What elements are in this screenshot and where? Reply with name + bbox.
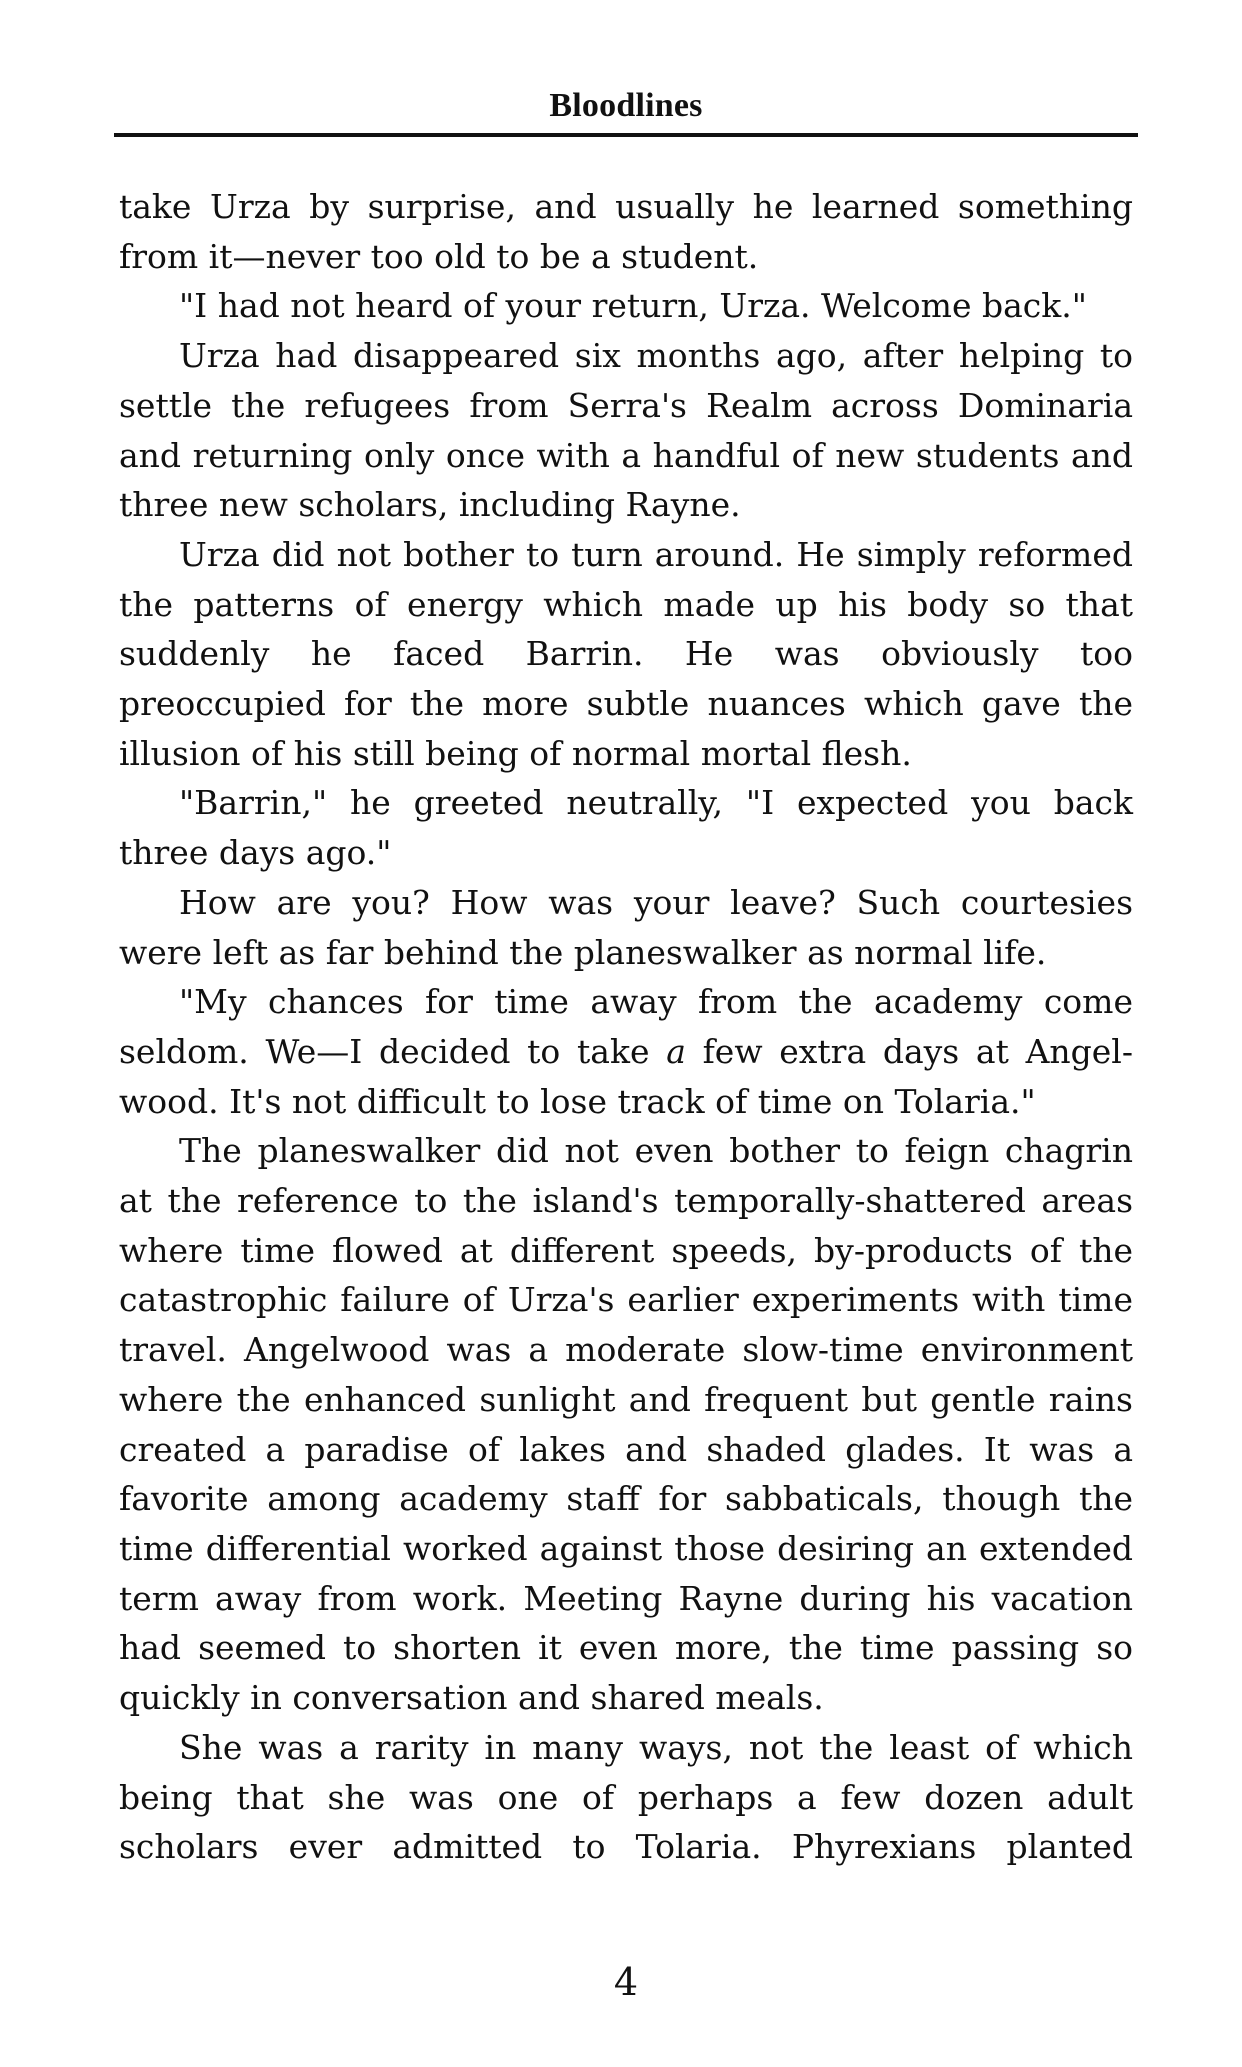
paragraph-6: How are you? How was your leave? Such courtesies were left as far behind the planeswalker as normal life. xyxy=(119,882,1133,972)
paragraph-7-text-before: "My chances for time away from the academy come seldom. We—I decided to take xyxy=(119,982,1133,1071)
paragraph-9: She was a rarity in many ways, not the least of which being that she was one of perhaps a few dozen adult scholars ever admitted to Tolaria. Phyrexians planted xyxy=(119,1727,1133,1867)
paragraph-7 xyxy=(119,977,1133,1126)
paragraph-2: "I had not heard of your return, Urza. Welcome back." xyxy=(179,286,1087,326)
paragraph-4: Urza did not bother to turn around. He simply reformed the patterns of energy which made up his body so that suddenly he faced Barrin. He was obviously too preoccupied for the more subtle nuances which gave the illusion of his still being of normal mortal flesh. xyxy=(119,534,1133,773)
page-number: 4 xyxy=(613,1960,639,2004)
paragraph-1: take Urza by surprise, and usually he learned something from it—never too old to be a student. xyxy=(119,187,1133,276)
paragraph-7-text-after: few extra days at Angel-wood. It's not difficult to lose track of time on Tolaria." xyxy=(119,1031,1134,1121)
running-header-title: Bloodlines xyxy=(549,87,703,124)
body-text xyxy=(119,182,1133,1872)
paragraph-8: The planeswalker did not even bother to feign chagrin at the reference to the island's temporally-shattered areas where time flowed at different speeds, by-products of the catastrophic failure of Urza's earlier experiments with time travel. Angelwood was a moderate slow-time environment where the enhanced sunlight and frequent but gentle rains created a paradise of lakes and shaded glades. It was a favorite among academy staff for sabbaticals, though the time differential worked against those desiring an extended term away from work. Meeting Rayne during his vacation had seemed to shorten it even more, the time passing so quickly in conversation and shared meals. xyxy=(119,1131,1133,1718)
header-rule xyxy=(114,133,1138,137)
paragraph-7-emphasis: a xyxy=(666,1031,686,1071)
paragraph-3: Urza had disappeared six months ago, after helping to settle the refugees from Serra's Realm across Dominaria and returning only once with a handful of new students and three new scholars, including Rayne. xyxy=(119,336,1133,525)
paragraph-5: "Barrin," he greeted neutrally, "I expected you back three days ago." xyxy=(119,783,1133,873)
